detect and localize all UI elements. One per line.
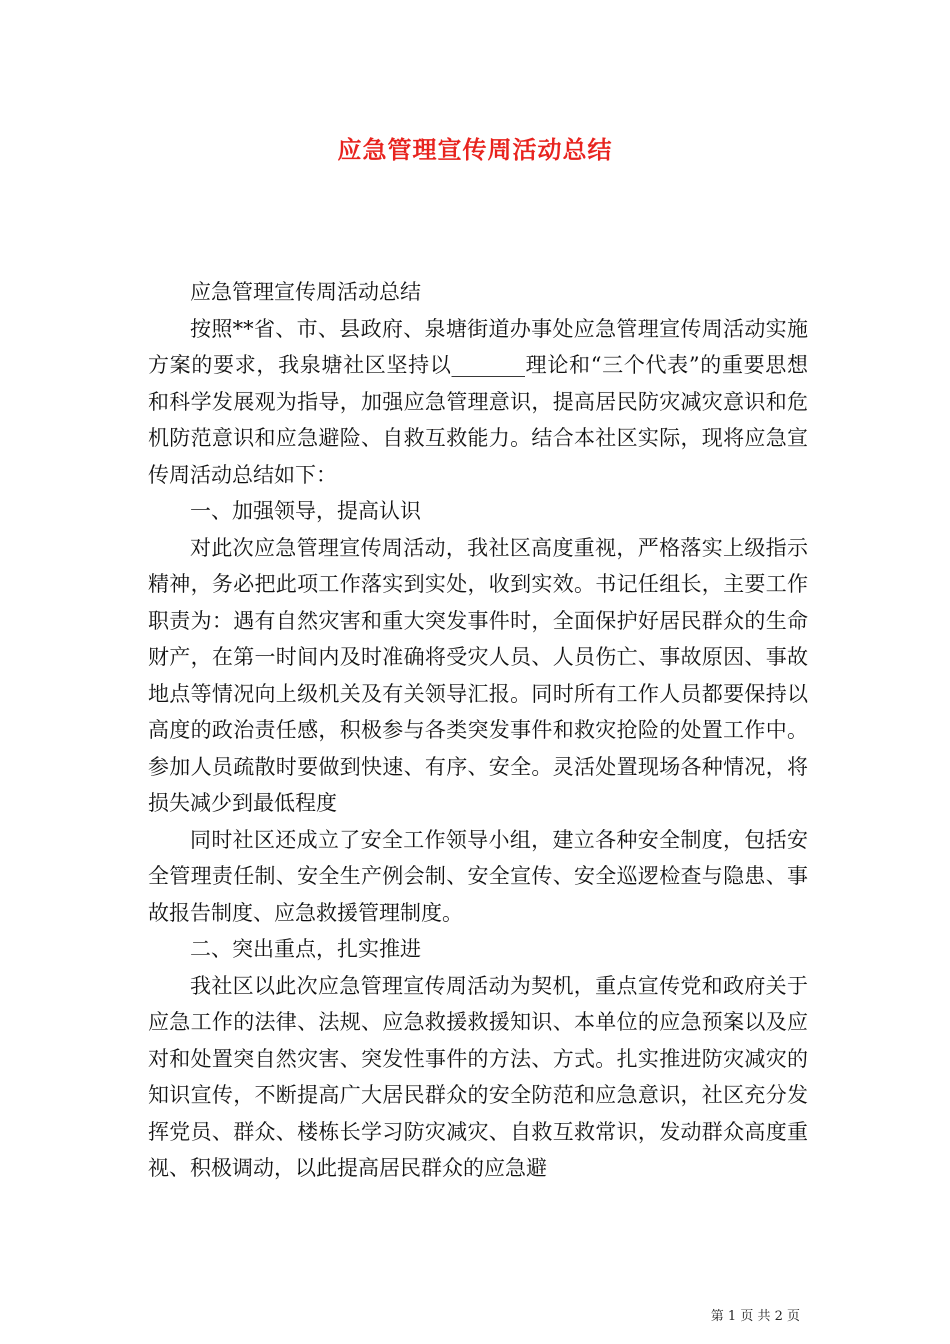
document-body (148, 274, 808, 1187)
section-heading-2: 二、突出重点，扎实推进 (190, 937, 421, 961)
document-title: 应急管理宣传周活动总结 (337, 136, 613, 164)
paragraph-section-2: 我社区以此次应急管理宣传周活动为契机，重点宣传党和政府关于应急工作的法律、法规、应急救援救援知识、本单位的应急预案以及应对和处置突自然灾害、突发性事件的方法、方式。扎实推进防灾减灾的知识宣传，不断提高广大居民群众的安全防范和应急意识，社区充分发挥党员、群众、楼栋长学习防灾减灾、自救互救常识，发动群众高度重视、积极调动，以此提高居民群众的应急避 (148, 973, 808, 1180)
paragraph-section-1: 对此次应急管理宣传周活动，我社区高度重视，严格落实上级指示精神，务必把此项工作落实到实处，收到实效。书记任组长，主要工作职责为：遇有自然灾害和重大突发事件时，全面保护好居民群众的生命财产，在第一时间内及时准确将受灾人员、人员伤亡、事故原因、事故地点等情况向上级机关及有关领导汇报。同时所有工作人员都要保持以高度的政治责任感，积极参与各类突发事件和救灾抢险的处置工作中。参加人员疏散时要做到快速、有序、安全。灵活处置现场各种情况，将损失减少到最低程度 (148, 535, 808, 815)
paragraph-heading: 应急管理宣传周活动总结 (190, 280, 421, 304)
paragraph-intro: 按照**省、市、县政府、泉塘街道办事处应急管理宣传周活动实施方案的要求，我泉塘社区坚持以_______理论和“三个代表”的重要思想和科学发展观为指导，加强应急管理意识，提高居民防灾减灾意识和危机防范意识和应急避险、自救互救能力。结合本社区实际，现将应急宣传周活动总结如下： (148, 316, 808, 487)
section-heading-1: 一、加强领导，提高认识 (190, 499, 421, 523)
paragraph-section-1b: 同时社区还成立了安全工作领导小组，建立各种安全制度，包括安全管理责任制、安全生产例会制、安全宣传、安全巡逻检查与隐患、事故报告制度、应急救援管理制度。 (148, 827, 808, 925)
page-number: 第 1 页 共 2 页 (710, 1309, 800, 1324)
